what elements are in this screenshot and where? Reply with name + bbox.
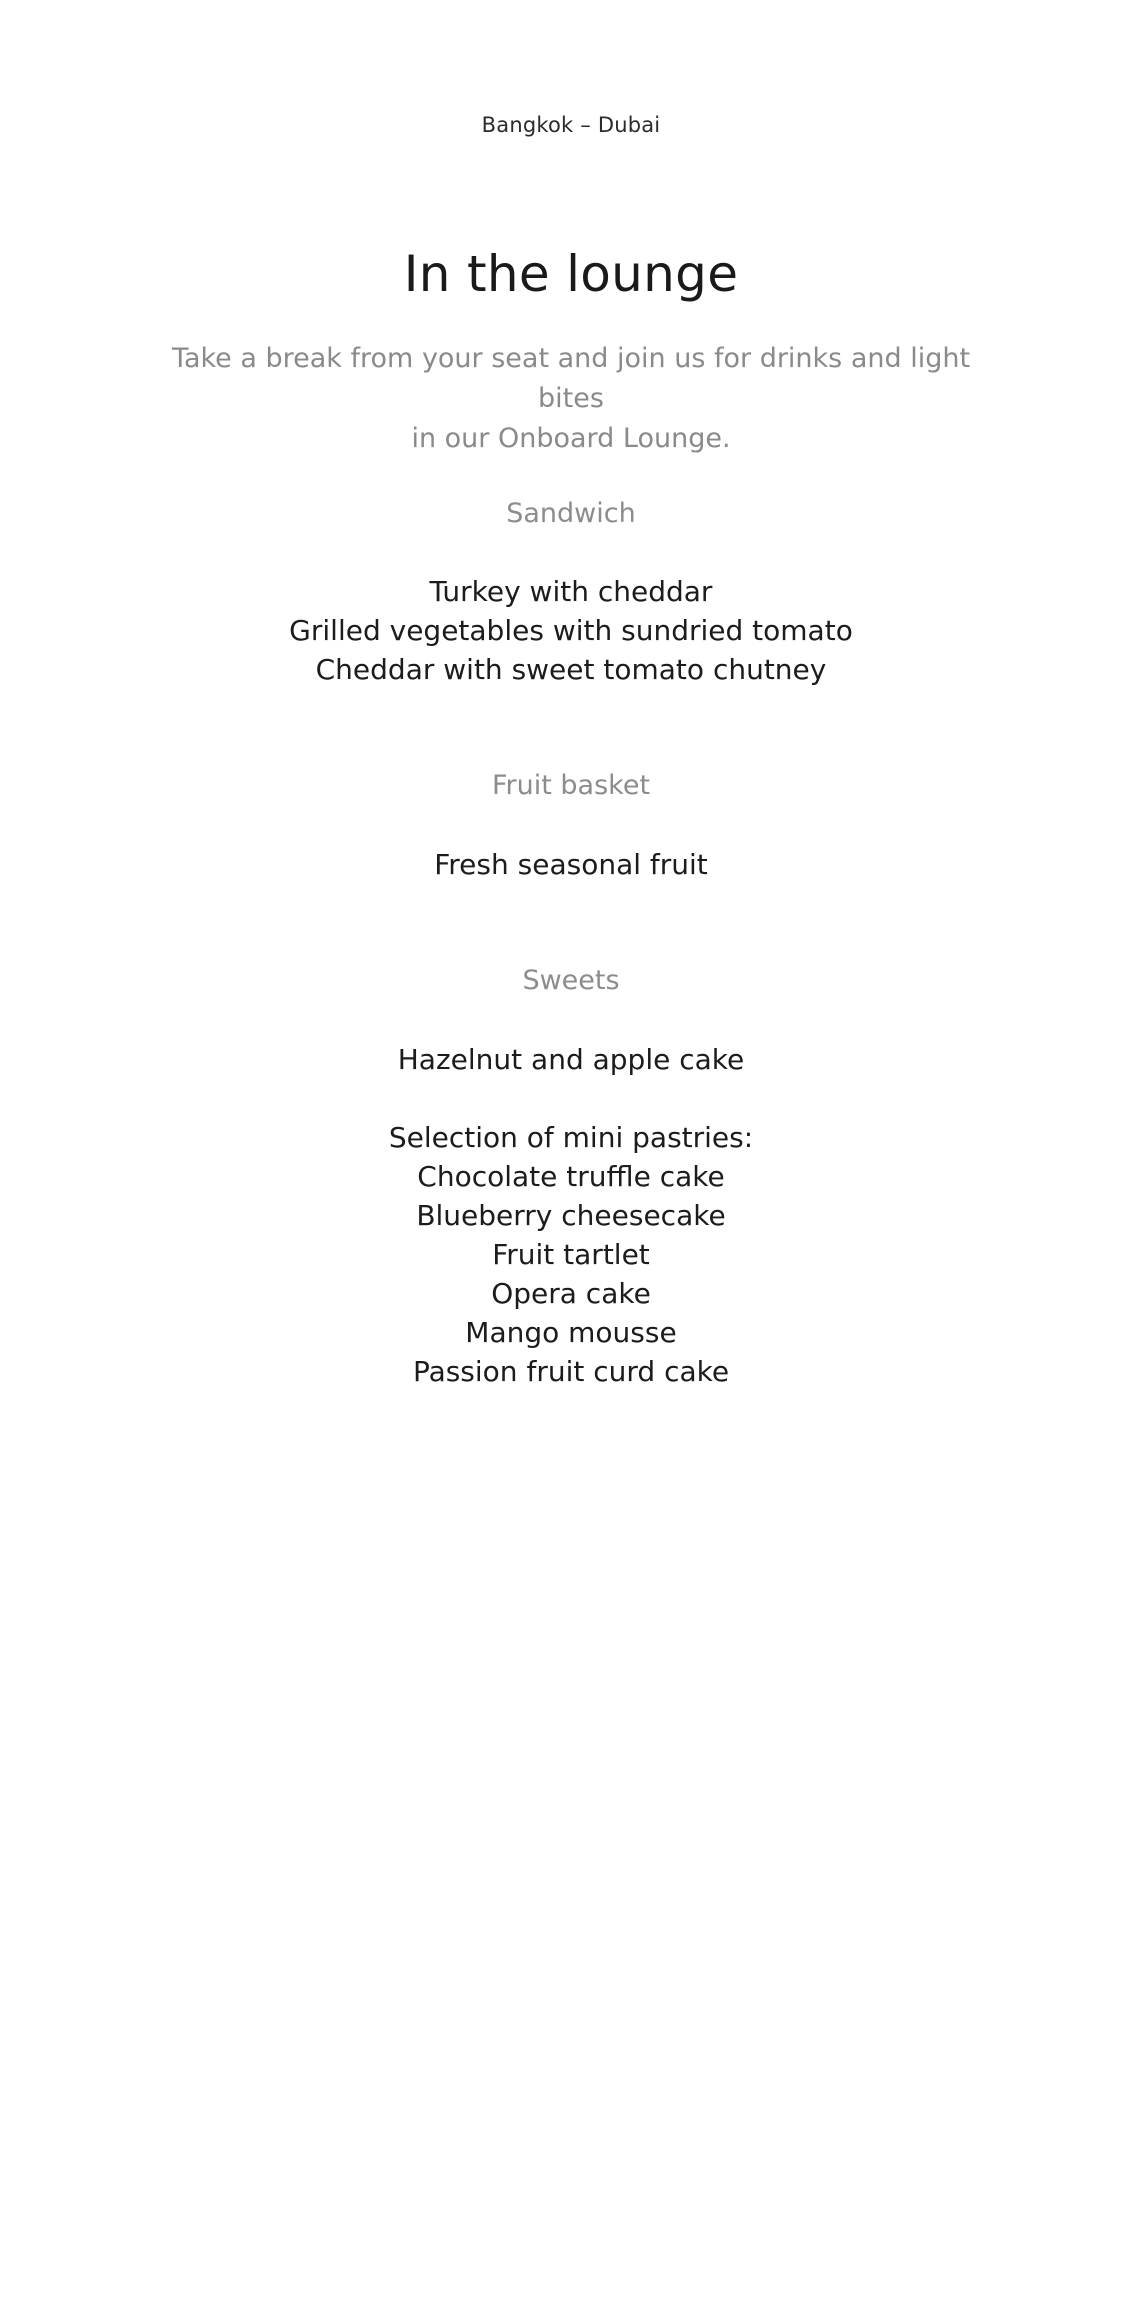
menu-item: Passion fruit curd cake: [412, 1355, 730, 1388]
section-items-fruit-basket: [0, 845, 1142, 884]
intro-line-1: Take a break from your seat and join us for drinks and light bites: [171, 343, 971, 414]
menu-item: Cheddar with sweet tomato chutney: [315, 653, 827, 686]
section-title-sandwich: Sandwich: [506, 498, 636, 529]
menu-item: Mango mousse: [465, 1316, 677, 1349]
menu-item: Chocolate truffle cake: [417, 1160, 725, 1193]
menu-item: Turkey with cheddar: [429, 575, 713, 608]
page-title: In the lounge: [403, 245, 739, 303]
section-title-fruit-basket: Fruit basket: [491, 770, 651, 801]
section-items-sandwich: [0, 572, 1142, 689]
menu-item: Opera cake: [491, 1277, 651, 1310]
menu-item: Fresh seasonal fruit: [434, 848, 708, 881]
menu-item: Grilled vegetables with sundried tomato: [289, 614, 853, 647]
intro-text: [171, 339, 971, 459]
menu-item: Blueberry cheesecake: [416, 1199, 726, 1232]
menu-subheading: Selection of mini pastries:: [388, 1121, 754, 1154]
menu-item: Fruit tartlet: [492, 1238, 650, 1271]
menu-item: Hazelnut and apple cake: [397, 1043, 745, 1076]
intro-line-2: in our Onboard Lounge.: [411, 423, 731, 454]
section-items-sweets: [0, 1040, 1142, 1391]
route-label: Bangkok – Dubai: [481, 113, 661, 137]
section-title-sweets: Sweets: [522, 965, 620, 996]
